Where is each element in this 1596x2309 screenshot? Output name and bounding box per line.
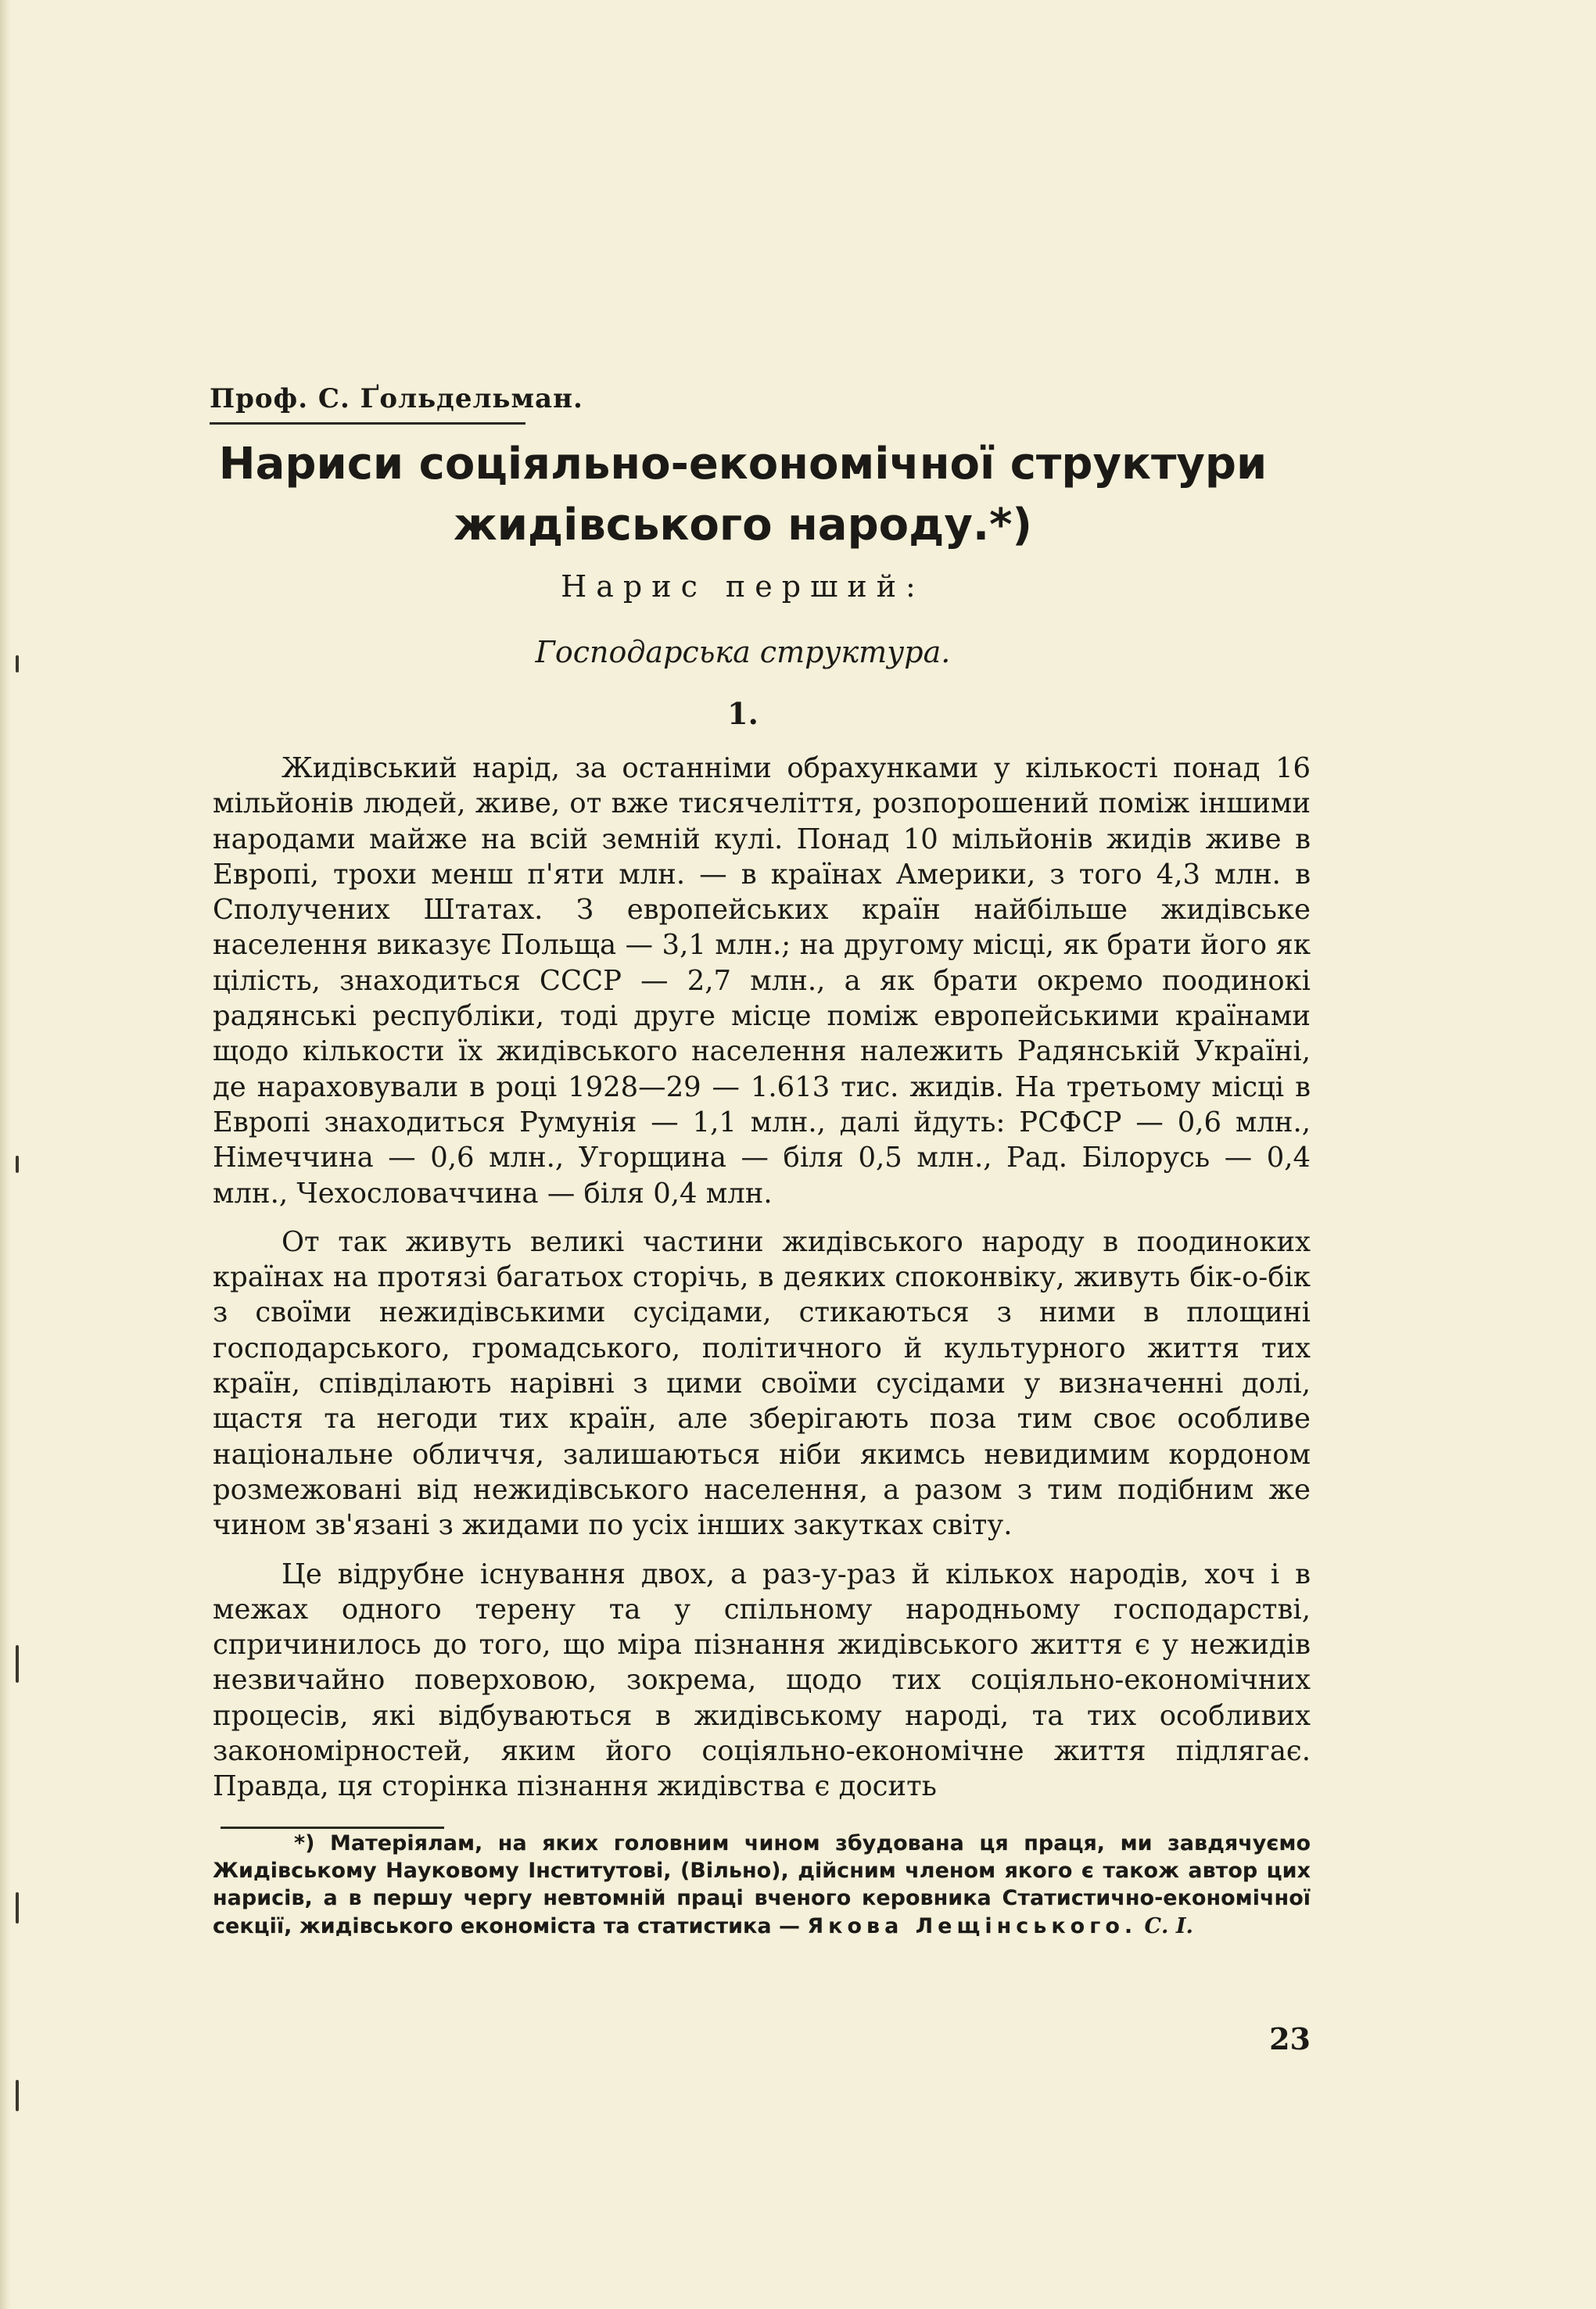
margin-mark	[16, 1645, 19, 1683]
section-label: Нарис перший:	[561, 569, 925, 604]
page-number: 23	[1269, 2021, 1311, 2056]
footnote-signature: С. І.	[1144, 1913, 1193, 1938]
footnote-text: *) Матеріялам, на яких головним чином збудована ця праця, ми завдячуємо Жидівському Науковому Інститутові, (Вільно), дійсним членом якого є також автор цих нарисів, а в першу чергу невтомній праці вченого керовника Статистично-економічної секції, жидівського економіста та статистика —	[213, 1831, 1311, 1938]
section-number: 1.	[727, 696, 759, 731]
footnote-name: Якова Лещінського.	[807, 1913, 1138, 1938]
footnote	[213, 1830, 1311, 1940]
paragraph-3: Це відрубне існування двох, а раз-у-раз й кількох народів, хоч і в межах одного терену та у спільному народньому господарстві, спричинилось до того, що міра пізнання жидівського життя є у нежидів незвичайно поверховою, зокрема, щодо тих соціяльно-економічних процесів, які відбуваються в жидівському народі, та тих особливих закономірностей, яким його соціяльно-економічне життя підлягає. Правда, ця сторінка пізнання жидівства є досить	[213, 1558, 1311, 1803]
margin-mark	[16, 1156, 19, 1173]
title-line-1: Нариси соціяльно-економічної структури	[218, 439, 1268, 489]
paragraph-1: Жидівський нарід, за останніми обрахунками у кількості понад 16 мільйонів людей, живе, от вже тисячеліття, розпорошений поміж іншими народами майже на всій земній кулі. Понад 10 мільйонів жидів живе в Европі, трохи менш п'яти млн. — в країнах Америки, з того 4,3 млн. в Сполучених Штатах. З европейських країн найбільше жидівське населення виказує Польща — 3,1 млн.; на другому місці, як брати його як цілість, знаходиться СССР — 2,7 млн., а як брати окремо поодинокі радянські республіки, тоді друге місце поміж европейськими країнами щодо кількости їх жидівського населення належить Радянській Україні, де нараховували в році 1928—29 — 1.613 тис. жидів. На третьому місці в Европі знаходиться Румунія — 1,1 млн., далі йдуть: РСФСР — 0,6 млн., Німеччина — 0,6 млн., Угорщина — біля 0,5 млн., Рад. Білорусь — 0,4 млн., Чехословаччина — біля 0,4 млн.	[213, 752, 1311, 1210]
author-underline	[210, 422, 525, 425]
author-byline: Проф. С. Ґольдельман.	[210, 383, 583, 414]
paragraph-2: От так живуть великі частини жидівського народу в поодиноких країнах на протязі багатьох сторічь, в деяких споконвіку, живуть бік-о-бік з своїми нежидівськими сусідами, стикаються з ними в площині господарського, громадського, політичного й культурного життя тих країн, співділають нарівні з цими своїми сусідами у визначенні долі, щастя та негоди тих країн, але зберігають поза тим своє особливе національне обличчя, залишаються ніби якимсь невидимим кордоном розмежовані від нежидівського населення, а разом з тим подібним же чином зв'язані з жидами по усіх інших закутках світу.	[213, 1225, 1311, 1542]
article-title	[211, 434, 1275, 556]
margin-mark	[16, 655, 19, 672]
title-line-2: жидівського народу.*)	[453, 500, 1033, 550]
footnote-rule	[221, 1827, 444, 1829]
article-body	[213, 751, 1311, 1818]
page-edge	[0, 0, 11, 2309]
section-subtitle: Господарська структура.	[535, 635, 951, 669]
margin-mark	[16, 2080, 19, 2111]
margin-mark	[16, 1892, 19, 1924]
